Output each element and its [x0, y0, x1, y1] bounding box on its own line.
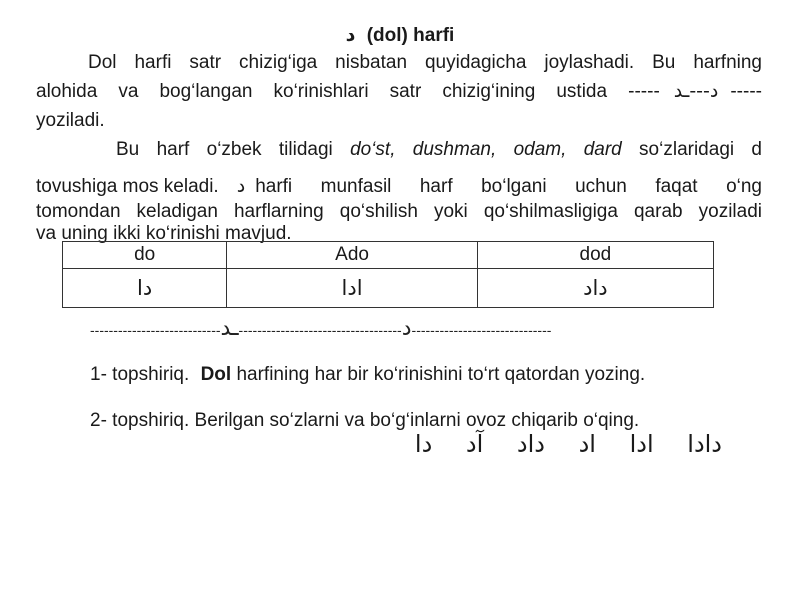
- desc-line-2-end: harfi munfasil harf bo‘lgani uchun faqat o‘ng: [255, 176, 762, 197]
- reading-word: اد: [578, 430, 596, 458]
- task-1-text: harfining har bir ko‘rinishini to‘rt qatordan yozing.: [236, 364, 646, 385]
- title-text: (dol) harfi: [366, 25, 455, 46]
- writing-divider: [90, 316, 710, 341]
- intro-line-3: yoziladi.: [36, 110, 105, 131]
- description-paragraph: [36, 135, 762, 245]
- intro-line-2-end: -----: [730, 81, 762, 102]
- table-header-cell: do: [63, 242, 227, 269]
- desc-line-1: [36, 135, 762, 164]
- dol-forms: د---ـد: [673, 80, 719, 102]
- divider-dash: -----------------------------------: [238, 322, 402, 338]
- table-header-cell: Ado: [227, 242, 478, 269]
- reading-word: دا: [414, 430, 433, 458]
- table-cell-arabic: دا: [63, 269, 227, 308]
- intro-paragraph: [36, 48, 762, 135]
- intro-line-2-text: alohida va bog‘langan ko‘rinishlari satr chizig‘ining ustida -----: [36, 81, 660, 102]
- table-cell-arabic: ادا: [227, 269, 478, 308]
- table-header-row: [63, 242, 714, 269]
- desc-line-2: [36, 172, 762, 201]
- desc-line-1-start: Bu harf o‘zbek tilidagi: [116, 139, 351, 160]
- reading-word: آد: [465, 430, 484, 458]
- reading-word: داد: [516, 430, 545, 458]
- desc-line-1-end: so‘zlaridagi d: [621, 139, 762, 160]
- table-row: [63, 269, 714, 308]
- desc-line-2-start: tovushiga mos keladi.: [36, 176, 219, 197]
- table-header-cell: dod: [477, 242, 713, 269]
- reading-word: دادا: [687, 430, 722, 458]
- task-2: [90, 410, 639, 432]
- dol-letter: د: [236, 175, 246, 197]
- table-cell-arabic: داد: [477, 269, 713, 308]
- intro-line-2: [36, 77, 762, 106]
- divider-form-isolated: د: [401, 316, 412, 341]
- desc-line-4: va uning ikki ko‘rinishi mavjud.: [36, 223, 292, 244]
- task-1-bold-word: Dol: [200, 364, 232, 385]
- divider-dash: ------------------------------: [411, 322, 552, 338]
- task-1-number: 1- topshiriq.: [90, 364, 190, 385]
- reading-word: ادا: [629, 430, 654, 458]
- divider-form-connected: ـد: [220, 316, 239, 341]
- title-letter: د: [345, 24, 356, 46]
- letter-forms-table: [62, 241, 714, 308]
- page-title: [0, 24, 800, 47]
- reading-words: [389, 430, 722, 458]
- desc-line-3: tomondan keladigan harflarning qo‘shilish yoki qo‘shilmasligiga qarab yoziladi: [36, 201, 762, 222]
- divider-dash: ----------------------------: [90, 322, 221, 338]
- example-words: do‘st, dushman, odam, dard: [350, 139, 622, 160]
- task-1: [90, 364, 645, 386]
- task-2-text: 2- topshiriq. Berilgan so‘zlarni va bo‘g‘inlarni ovoz chiqarib o‘qing.: [90, 410, 640, 431]
- intro-line-1: Dol harfi satr chizig‘iga nisbatan quyidagicha joylashadi. Bu harfning: [88, 52, 762, 73]
